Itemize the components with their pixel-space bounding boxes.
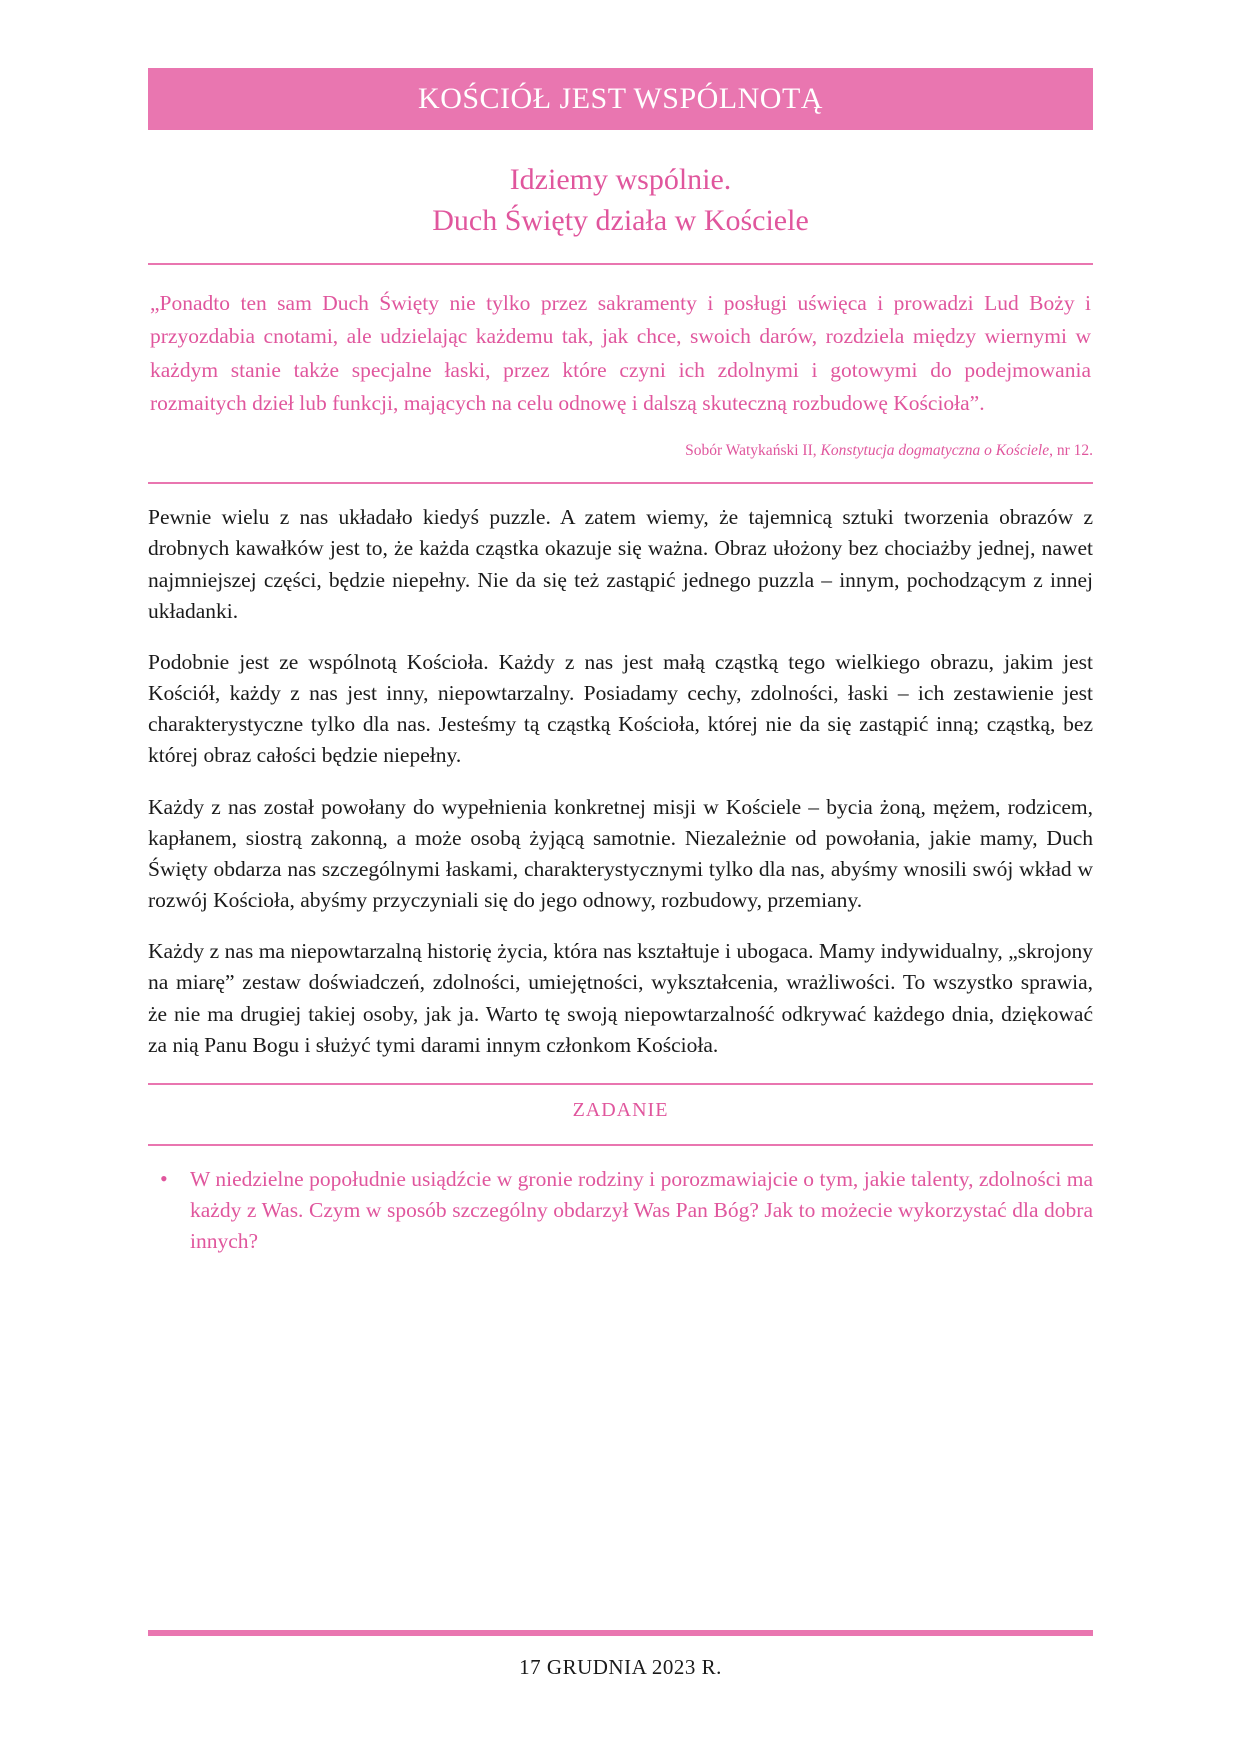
header-banner [148, 68, 1093, 130]
divider-below-quote [148, 482, 1093, 484]
footer-date: 17 GRUDNIA 2023 R. [519, 1655, 722, 1679]
page-title [148, 152, 1093, 241]
quote-source [148, 442, 1093, 460]
quote-source-title: Konstytucja dogmatyczna o Kościele [820, 442, 1050, 460]
footer-divider [148, 1630, 1093, 1636]
body-paragraph: Pewnie wielu z nas układało kiedyś puzzle. A zatem wiemy, że tajemnicą sztuki tworzenia obrazów z drobnych kawałków jest to, że każda cząstka okazuje się ważna. Obraz ułożony bez chociażby jednej, nawet najmniejszej części, będzie niepełny. Nie da się też zastąpić jednego puzzla – innym, pochodzącym z innej układanki. [148, 505, 1093, 623]
banner-title: KOŚCIÓŁ JEST WSPÓLNOTĄ [418, 82, 823, 115]
task-list [148, 1164, 1093, 1258]
body-paragraph: Każdy z nas ma niepowtarzalną historię życia, która nas kształtuje i ubogaca. Mamy indywidualny, „skrojony na miarę” zestaw doświadczeń, zdolności, umiejętności, wykształcenia, wrażliwości. To wszystko sprawia, że nie ma drugiej takiej osoby, jak ja. Warto tę swoją niepowtarzalność odkrywać każdego dnia, dziękować za nią Panu Bogu i służyć tymi darami innym członkom Kościoła. [148, 939, 1093, 1057]
list-item: • W niedzielne popołudnie usiądźcie w gronie rodziny i porozmawiajcie o tym, jakie talenty, zdolności ma każdy z Was. Czym w sposób szczególny obdarzył Was Pan Bóg? Jak to możecie wykorzystać dla dobra innych? [148, 1164, 1093, 1258]
body-paragraph: Podobnie jest ze wspólnotą Kościoła. Każdy z nas jest małą cząstką tego wielkiego obrazu, jakim jest Kościół, każdy z nas jest inny, niepowtarzalny. Posiadamy cechy, zdolności, łaski – ich zestawienie jest charakterystyczne tylko dla nas. Jesteśmy tą cząstką Kościoła, której nie da się zastąpić inną; cząstką, bez której obraz całości będzie niepełny. [148, 649, 1093, 768]
document-content [148, 152, 1093, 1258]
divider-above-task [148, 1083, 1093, 1085]
page-title-line-1: Idziemy wspólnie. [509, 163, 732, 196]
quote-source-prefix: Sobór Watykański II, [685, 442, 821, 460]
quote-source-suffix: , nr 12. [1049, 442, 1093, 460]
divider-top [148, 263, 1093, 265]
quote-text: „Ponadto ten sam Duch Święty nie tylko przez sakramenty i posługi uświęca i prowadzi Lud Boży i przyozdabia cnotami, ale udzielając każdemu tak, jak chce, swoich darów, rozdziela między wiernymi w każdym stanie także specjalne łaski, przez które czyni ich zdolnymi i gotowymi do podejmowania rozmaitych dzieł lub funkcji, mających na celu odnowę i dalszą skuteczną rozbudowę Kościoła”. [150, 291, 1091, 415]
page-title-line-2: Duch Święty działa w Kościele [432, 203, 809, 237]
body-text [148, 502, 1093, 1061]
divider-below-task-heading [148, 1144, 1093, 1146]
body-paragraph: Każdy z nas został powołany do wypełnienia konkretnej misji w Kościele – bycia żoną, mężem, rodzicem, kapłanem, siostrą zakonną, a może osobą żyjącą samotnie. Niezależnie od powołania, jakie mamy, Duch Święty obdarza nas szczególnymi łaskami, charakterystycznymi tylko dla nas, abyśmy wnosili swój wkład w rozwój Kościoła, abyśmy przyczyniali się do jego odnowy, rozbudowy, przemiany. [148, 794, 1093, 913]
task-heading: ZADANIE [572, 1099, 669, 1121]
